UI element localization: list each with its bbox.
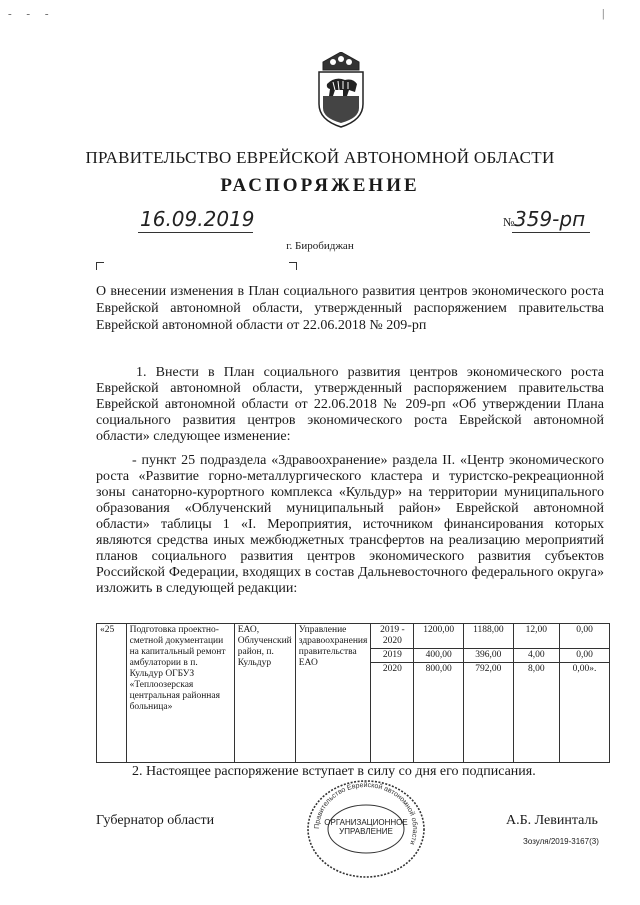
order-date: 16.09.2019 [140, 207, 255, 231]
table-cell-period: 2020 [371, 663, 414, 763]
table-cell-federal: 792,00 [464, 663, 514, 763]
city: г. Биробиджан [286, 240, 354, 252]
paragraph-2-effective: 2. Настоящее распоряжение вступает в силу со дня его подписания. [132, 764, 536, 779]
table-cell-executor: Управление здравоохранения правительства ЕАО [295, 624, 371, 763]
government-title: ПРАВИТЕЛЬСТВО ЕВРЕЙСКОЙ АВТОНОМНОЙ ОБЛАСТИ [85, 148, 555, 167]
table-cell-other: 0,00 [560, 649, 610, 663]
table-cell-total: 800,00 [414, 663, 464, 763]
number-label: № [503, 215, 515, 229]
paragraph-2: - пункт 25 подраздела «Здравоохранение» раздела II. «Центр экономического роста «Развитие горно-металлургического кластера и туристско-рекреационной зоны санаторно-курортного комплекса «Кульдур» на территории муниципального образования «Облученский муниципальный район» Еврейской автономной области» таблицы 1 «I. Мероприятия, источником финансирования которых являются средства иных межбюджетных трансфертов на реализацию мероприятий планов социального развития центров экономического развития субъектов Российской Федерации, входящих в состав Дальневосточного федерального округа» изложить в следующей редакции: [96, 453, 604, 596]
table-cell-federal: 1188,00 [464, 624, 514, 649]
document-subject: О внесении изменения в План социального развития центров экономического роста Еврейской автономной области, утвержденный распоряжением правительства Еврейской автономной области от 22.06.2018 № 209-рп [96, 284, 604, 333]
seal-center-text: ОРГАНИЗАЦИОННОЕ УПРАВЛЕНИЕ [324, 818, 408, 836]
table-cell-period: 2019 [371, 649, 414, 663]
document-reference: Зозуля/2019-3167(3) [523, 837, 599, 846]
table-row [97, 624, 610, 649]
number-underline [512, 232, 590, 233]
table-cell-location: ЕАО, Облученский район, п. Кульдур [234, 624, 295, 763]
signer-name: А.Б. Левинталь [506, 813, 598, 828]
corner-mark-right: | [602, 6, 605, 20]
seal-ring-text: Правительство Еврейской автономной области [313, 781, 419, 846]
table-cell-other: 0,00 [560, 624, 610, 649]
table-cell-regional: 12,00 [513, 624, 559, 649]
coat-of-arms-icon [315, 52, 367, 128]
date-underline [138, 232, 253, 233]
table-cell-total: 400,00 [414, 649, 464, 663]
table-cell-event: Подготовка проектно-сметной документации на капитальный ремонт амбулатории в п. Кульдур ОГБУЗ «Теплоозерская центральная районная больница» [126, 624, 234, 763]
governor-title: Губернатор области [96, 813, 215, 828]
table-cell-regional: 4,00 [513, 649, 559, 663]
measures-table [96, 623, 610, 763]
table-cell-regional: 8,00 [513, 663, 559, 763]
table-cell-total: 1200,00 [414, 624, 464, 649]
corner-mark-left: - - - [8, 8, 55, 20]
table-cell-item: «25 [97, 624, 127, 763]
order-number: 359-рп [514, 207, 586, 231]
table-cell-other: 0,00». [560, 663, 610, 763]
table-cell-federal: 396,00 [464, 649, 514, 663]
bracket-right [289, 262, 297, 270]
table-cell-period: 2019 - 2020 [371, 624, 414, 649]
paragraph-1: 1. Внести в План социального развития центров экономического роста Еврейской автономной области, утвержденный распоряжением правительства Еврейской автономной области от 22.06.2018 № 209-рп «Об утверждении Плана социального развития центров экономического роста Еврейской автономной области» следующее изменение: [96, 365, 604, 444]
order-title: РАСПОРЯЖЕНИЕ [220, 175, 420, 196]
bracket-left [96, 262, 104, 270]
